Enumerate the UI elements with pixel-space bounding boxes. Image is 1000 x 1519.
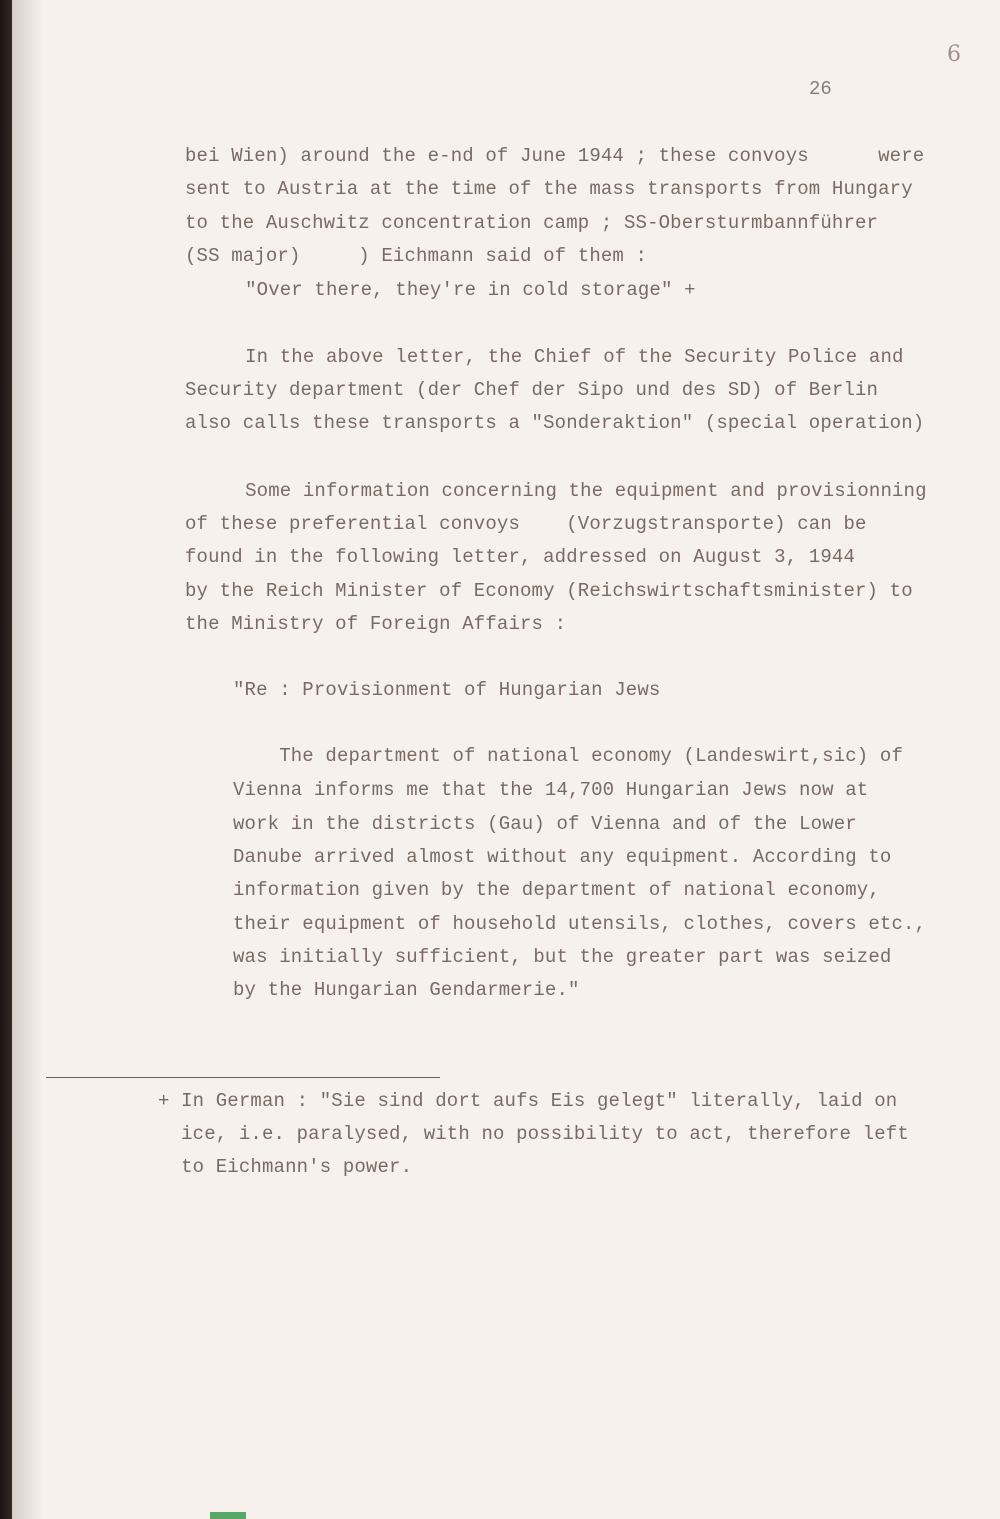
quoted-letter-line: Danube arrived almost without any equipment. According to: [233, 846, 892, 868]
footnote-line: + In German : "Sie sind dort aufs Eis gelegt" literally, laid on: [158, 1090, 898, 1112]
body-line: (SS major) ) Eichmann said of them :: [185, 245, 648, 267]
body-line: the Ministry of Foreign Affairs :: [185, 613, 567, 635]
body-line: also calls these transports a "Sonderaktion" (special operation): [185, 412, 925, 434]
quoted-letter-line: was initially sufficient, but the greater part was seized: [233, 946, 892, 968]
body-line: Security department (der Chef der Sipo und des SD) of Berlin: [185, 379, 879, 401]
body-line: by the Reich Minister of Economy (Reichswirtschaftsminister) to: [185, 580, 913, 602]
green-tab-mark: [210, 1512, 246, 1519]
footnote-line: ice, i.e. paralysed, with no possibility to act, therefore left: [158, 1123, 909, 1145]
body-line: sent to Austria at the time of the mass transports from Hungary: [185, 178, 913, 200]
body-line: bei Wien) around the e-nd of June 1944 ; these convoys were: [185, 145, 925, 167]
quoted-letter-line: Vienna informs me that the 14,700 Hungarian Jews now at: [233, 779, 869, 801]
footnote-line: to Eichmann's power.: [158, 1156, 413, 1178]
document-page: [12, 0, 1000, 1519]
quoted-letter-line: "Re : Provisionment of Hungarian Jews: [233, 679, 661, 701]
footnote-separator: [46, 1077, 440, 1078]
body-line: found in the following letter, addressed on August 3, 1944: [185, 546, 856, 568]
body-line: of these preferential convoys (Vorzugstransporte) can be: [185, 513, 867, 535]
quoted-letter-line: their equipment of household utensils, clothes, covers etc.,: [233, 913, 927, 935]
quoted-letter-line: by the Hungarian Gendarmerie.": [233, 979, 580, 1001]
handwritten-folio-number: 6: [947, 42, 961, 67]
quoted-letter-line: information given by the department of national economy,: [233, 879, 880, 901]
body-line: to the Auschwitz concentration camp ; SS-Obersturmbannführer: [185, 212, 879, 234]
quoted-letter-line: The department of national economy (Landeswirt,sic) of: [233, 745, 904, 767]
body-line: In the above letter, the Chief of the Security Police and: [222, 346, 904, 368]
body-line: "Over there, they're in cold storage" +: [222, 279, 696, 301]
page-gutter-shadow: [12, 0, 42, 1519]
page-number: 26: [809, 78, 832, 100]
body-line: Some information concerning the equipment and provisionning: [222, 480, 927, 502]
quoted-letter-line: work in the districts (Gau) of Vienna and of the Lower: [233, 813, 857, 835]
